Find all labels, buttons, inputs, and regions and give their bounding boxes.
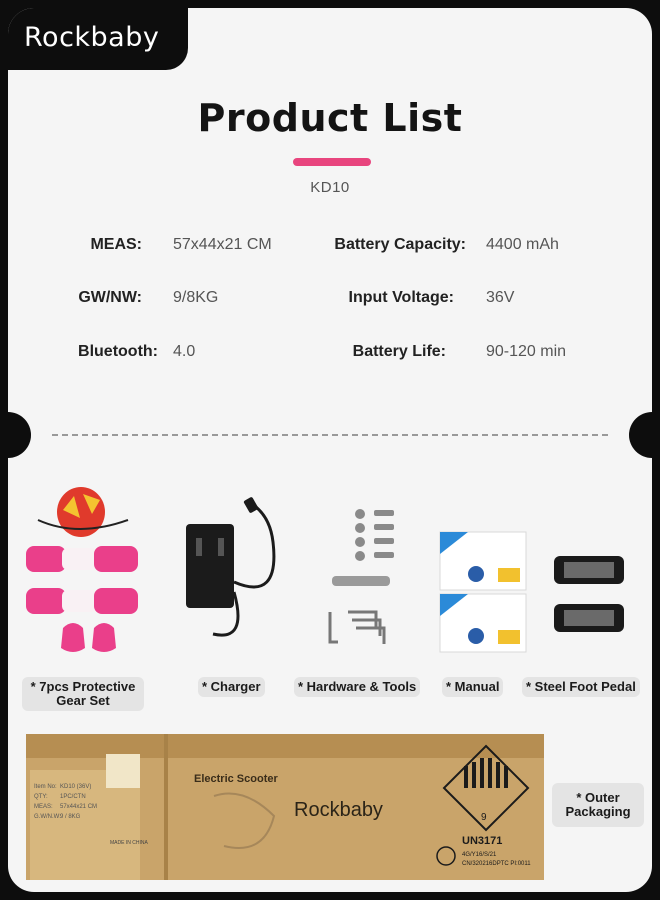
un-class: 9 <box>481 812 487 823</box>
sticker-value: 9 / 8KG <box>60 814 81 820</box>
sticker-value: 57x44x21 CM <box>60 804 98 810</box>
left-notch <box>8 412 31 458</box>
item-label-gear-set <box>22 677 144 711</box>
spec-label: Input Voltage: <box>348 289 454 306</box>
item-label-line: * 7pcs Protective <box>30 679 136 694</box>
right-notch <box>629 412 652 458</box>
box-brand: Rockbaby <box>294 799 383 821</box>
items-illustrations <box>8 482 652 672</box>
manual-icon <box>440 532 526 652</box>
spec-value: 9/8KG <box>173 289 219 306</box>
sticker-line: G.W/N.W: <box>34 814 61 820</box>
item-label-manual: * Manual <box>442 677 503 697</box>
sticker-value: 1PC/CTN <box>60 794 86 800</box>
spec-value: 36V <box>486 289 515 306</box>
spec-value: 4400 mAh <box>486 236 559 253</box>
spec-value: 90-120 min <box>486 343 567 360</box>
spec-label: Battery Capacity: <box>334 236 466 253</box>
model-number: KD10 <box>310 179 350 196</box>
tools-icon <box>330 509 394 644</box>
spec-value: 4.0 <box>173 343 196 360</box>
foot-pedal-icon <box>554 556 624 632</box>
brand-logo: Rockbaby <box>24 22 160 53</box>
protective-gear-icon <box>26 487 138 652</box>
un-line: 4G/Y16/S/21 <box>462 852 497 858</box>
un-line: CN/320216DPTC PI:0011 <box>462 861 531 867</box>
page-title: Product List <box>197 96 463 140</box>
title-underline <box>293 158 371 166</box>
pkg-label-line: Packaging <box>565 804 631 819</box>
charger-icon <box>186 496 274 635</box>
outer-packaging-label <box>552 783 644 827</box>
made-in-text: MADE IN CHINA <box>110 840 148 846</box>
item-label-tools: * Hardware & Tools <box>294 677 420 697</box>
product-list-card <box>8 8 652 892</box>
un-code: UN3171 <box>462 835 503 847</box>
spec-label: Bluetooth: <box>78 343 158 360</box>
spec-label: MEAS: <box>90 236 142 253</box>
spec-label: Battery Life: <box>352 343 446 360</box>
spec-value: 57x44x21 CM <box>173 236 272 253</box>
item-label-line: Gear Set <box>56 693 110 708</box>
sticker-line: Item No: <box>34 784 57 790</box>
sticker-line: MEAS: <box>34 804 53 810</box>
pkg-label-line: * Outer <box>576 790 620 805</box>
item-label-foot-pedal: * Steel Foot Pedal <box>522 677 640 697</box>
dashed-divider <box>52 434 608 436</box>
outer-box-illustration <box>24 726 548 884</box>
item-label-charger: * Charger <box>198 677 265 697</box>
brand-tab <box>8 8 188 70</box>
sticker-line: QTY: <box>34 794 48 800</box>
spec-label: GW/NW: <box>78 289 142 306</box>
sticker-value: KD10 (36V) <box>60 784 92 790</box>
box-title: Electric Scooter <box>194 773 278 785</box>
